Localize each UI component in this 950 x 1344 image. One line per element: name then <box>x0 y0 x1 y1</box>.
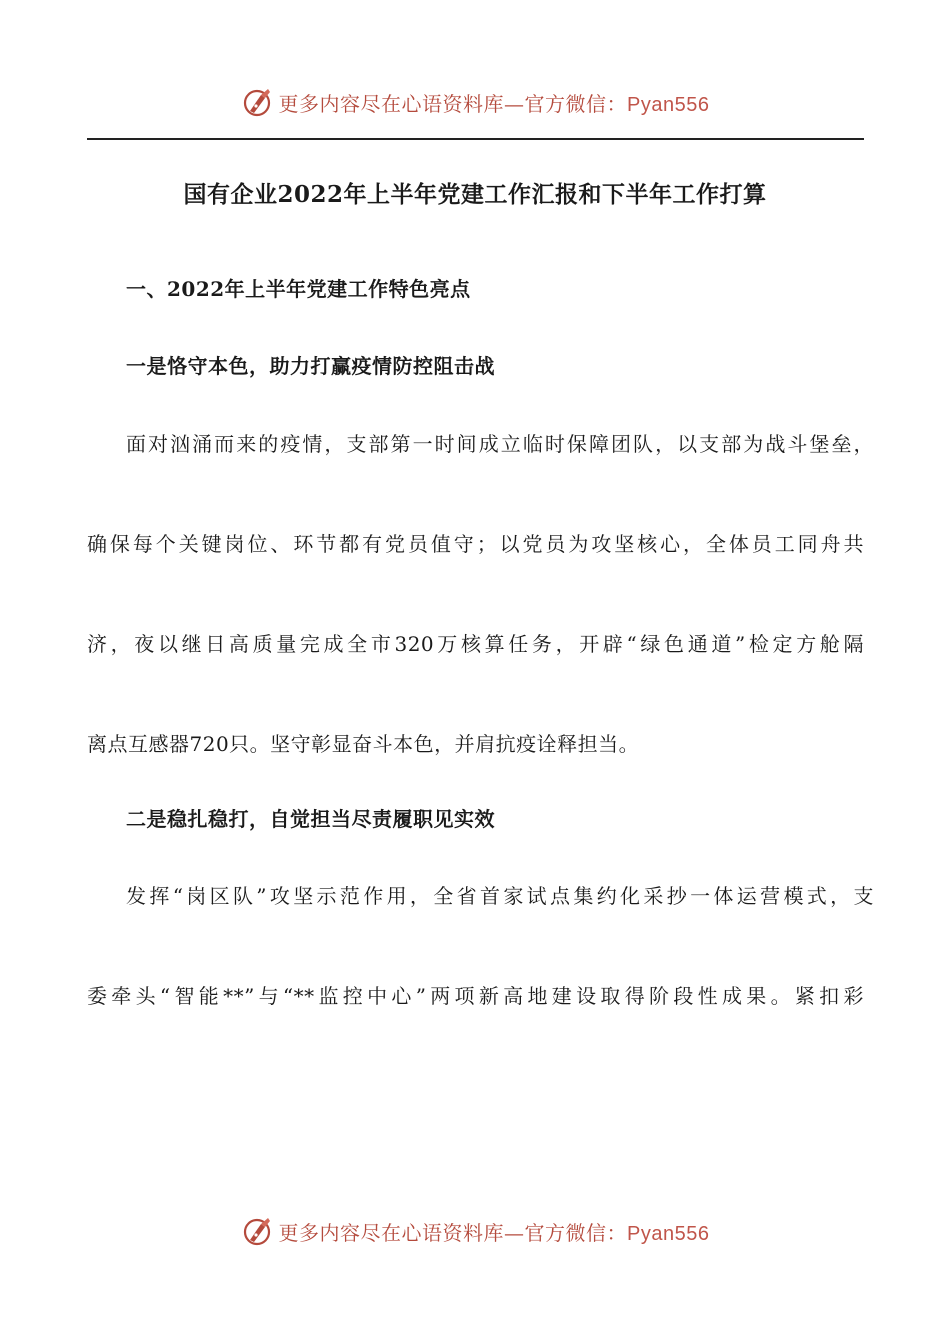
paragraph-line: 发挥“岗区队”攻坚示范作用，全省首家试点集约化采抄一体运营模式，支 <box>126 884 874 908</box>
paragraph-line: 济，夜以继日高质量完成全市320万核算任务，开辟“绿色通道”检定方舱隔 <box>87 632 864 656</box>
pen-nib-logo-icon <box>241 1214 275 1248</box>
section-heading-1: 一、2022年上半年党建工作特色亮点 <box>126 277 471 301</box>
item-heading-2: 二是稳扎稳打，自觉担当尽责履职见实效 <box>126 807 495 831</box>
header-divider <box>87 138 864 140</box>
footer-brand-text: 更多内容尽在心语资料库—官方微信：Pyan556 <box>278 1220 710 1245</box>
paragraph-line: 离点互感器720只。坚守彰显奋斗本色，并肩抗疫诠释担当。 <box>87 732 640 756</box>
document-title: 国有企业2022年上半年党建工作汇报和下半年工作打算 <box>183 181 767 208</box>
paragraph-line: 确保每个关键岗位、环节都有党员值守；以党员为攻坚核心，全体员工同舟共 <box>87 532 864 556</box>
header-brand-text: 更多内容尽在心语资料库—官方微信：Pyan556 <box>278 91 710 116</box>
header-watermark <box>0 82 950 122</box>
footer-wechat-id: Pyan556 <box>627 1222 710 1245</box>
footer-watermark <box>0 1211 950 1251</box>
paragraph-line: 委牵头“智能**”与“**监控中心”两项新高地建设取得阶段性成果。紧扣彩 <box>87 984 864 1008</box>
paragraph-line: 面对汹涌而来的疫情，支部第一时间成立临时保障团队，以支部为战斗堡垒， <box>126 432 874 456</box>
header-wechat-id: Pyan556 <box>627 93 710 116</box>
item-heading-1: 一是恪守本色，助力打赢疫情防控阻击战 <box>126 354 495 378</box>
pen-nib-logo-icon <box>241 85 275 119</box>
